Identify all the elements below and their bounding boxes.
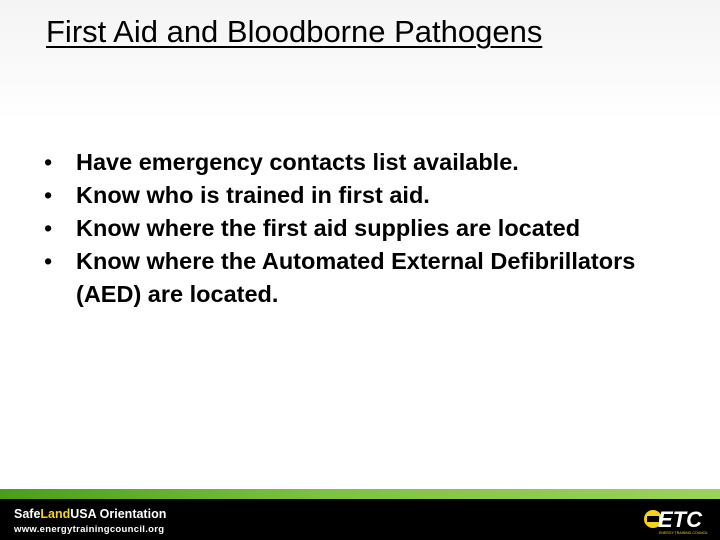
bullet-item xyxy=(44,212,704,245)
bullet-dot: • xyxy=(44,248,53,274)
bullet-text: Know who is trained in first aid. xyxy=(76,182,430,208)
bullet-text: Know where the first aid supplies are located xyxy=(76,215,581,241)
etc-logo-icon xyxy=(642,503,712,537)
bullet-item xyxy=(44,179,704,212)
footer-url: www.energytrainingcouncil.org xyxy=(14,524,165,535)
slide-title: First Aid and Bloodborne Pathogens xyxy=(46,14,543,49)
bullet-text: Know where the Automated External Defibrillators (AED) are located. xyxy=(76,248,636,307)
bullet-list xyxy=(44,146,704,311)
bullet-dot: • xyxy=(44,149,53,175)
bullet-dot: • xyxy=(44,182,53,208)
footer-brand xyxy=(14,507,166,521)
logo-text: ETC xyxy=(658,507,702,532)
logo-tagline: ENERGY TRAINING COUNCIL xyxy=(659,531,709,535)
bullet-item xyxy=(44,245,704,311)
footer-green-stripe xyxy=(0,489,720,499)
bullet-text: Have emergency contacts list available. xyxy=(76,149,519,175)
brand-safe: Safe xyxy=(14,507,41,521)
bullet-item xyxy=(44,146,704,179)
brand-usa-orientation: USA Orientation xyxy=(70,507,167,521)
bullet-dot: • xyxy=(44,215,53,241)
brand-land: Land xyxy=(40,507,71,521)
